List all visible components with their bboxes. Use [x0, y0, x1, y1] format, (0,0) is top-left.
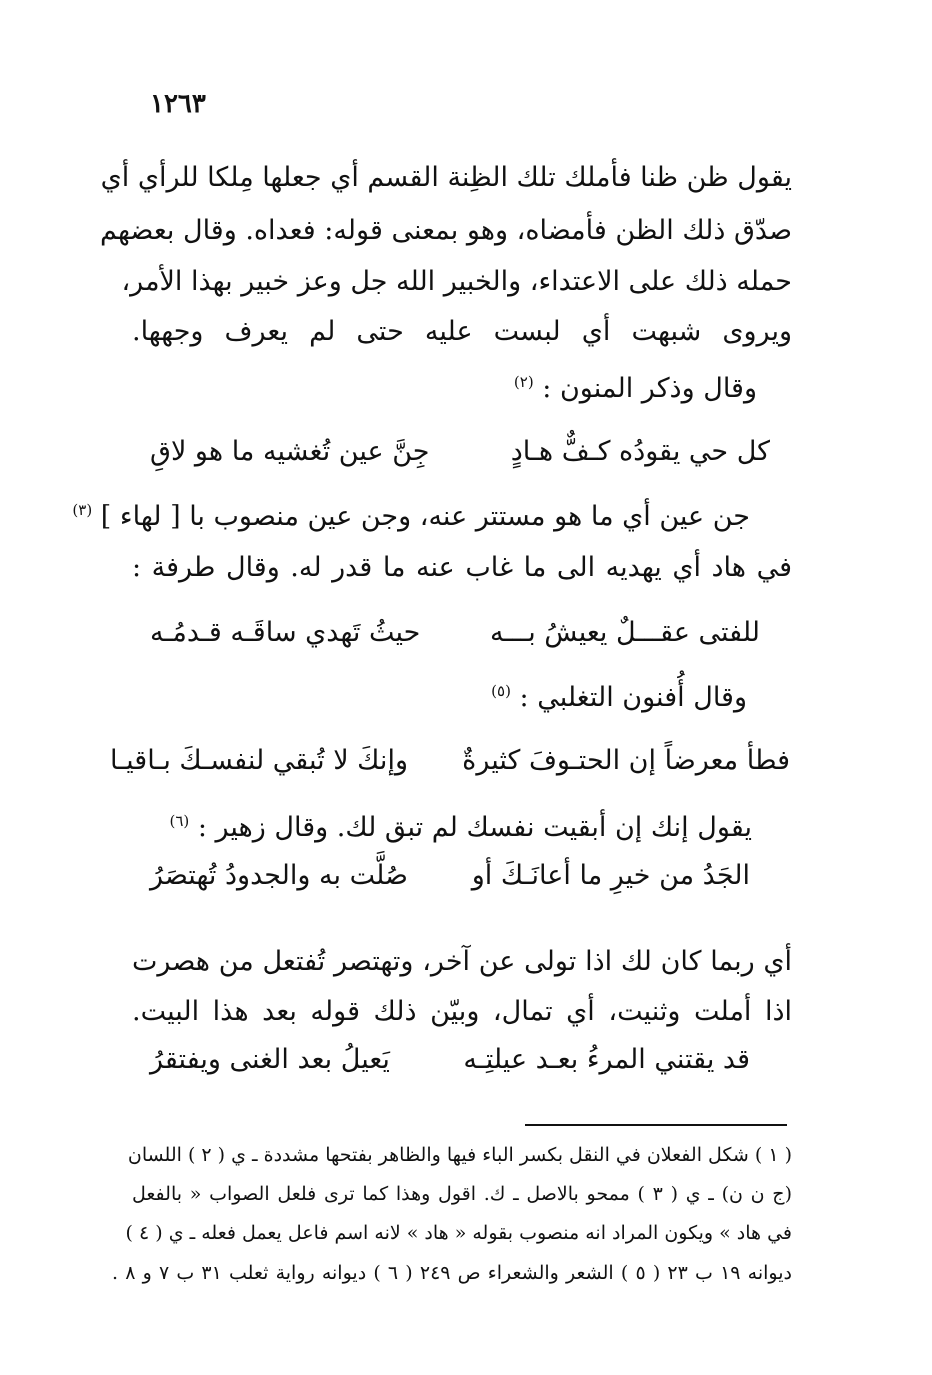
paragraph-1-line-4-text: ويروى شبهت أي لبست عليه حتى لم يعرف وجهها. [132, 316, 792, 347]
footnote-divider [525, 1124, 787, 1126]
paragraph-2-line-2 [132, 548, 792, 588]
verse-1 [150, 432, 770, 472]
verse-2-second-hemistich: حيثُ تَهدي ساقَـه قـدمُـه [150, 617, 421, 648]
verse-1-first-hemistich: كل حي يقودُه كـفٌّ هـادٍ [510, 436, 770, 467]
footnote-line-3: في هاد » ويكون المراد انه منصوب بقوله « هاد » لانه اسم فاعل يعمل فعله ـ ي ( ٤ ) [125, 1222, 792, 1244]
verse-1-intro-text: وقال وذكر المنون : [542, 373, 757, 404]
footnote-mark-5: (٥) [491, 682, 511, 700]
paragraph-2-line-2-text: في هاد أي يهديه الى ما غاب عنه ما قدر له. وقال طرفة : [132, 552, 792, 583]
verse-3 [110, 741, 790, 781]
paragraph-1-line-1: يقول ظن ظنا فأملك تلك الظِنة القسم أي جعلها مِلكا للرأي أي [100, 162, 792, 193]
verse-3-intro [347, 678, 747, 718]
verse-1-intro [357, 369, 757, 409]
paragraph-1-line-4 [132, 312, 792, 352]
verse-4-second-hemistich: صُلَّت به والجدودُ تُهتصَرُ [150, 860, 408, 891]
paragraph-3-text: يقول إنك إن أبقيت نفسك لم تبق لك. وقال زهير : [197, 812, 752, 843]
verse-5-first-hemistich: قد يقتني المرءُ بعـد عيلتِـه [463, 1044, 750, 1075]
footnote-mark-6: (٦) [169, 812, 190, 830]
page-number: ١٢٦٣ [150, 89, 206, 119]
footnote-mark-2: (٢) [513, 373, 534, 391]
verse-3-second-hemistich: وإنكَ لا تُبقي لنفسـكَ بـاقيـا [110, 745, 408, 776]
paragraph-4-line-1: أي ربما كان لك اذا تولى عن آخر، وتهتصر تُفتعل من هصرت [132, 946, 792, 977]
footnote-mark-3: (٣) [72, 501, 93, 519]
paragraph-2-line-1 [72, 497, 750, 537]
verse-5-second-hemistich: يَعيلُ بعد الغنى ويفتقرُ [150, 1044, 390, 1075]
verse-5 [150, 1040, 750, 1080]
paragraph-1-line-2: صدّق ذلك الظن فأمضاه، وهو بمعنى قوله: فعداه. وقال بعضهم [100, 215, 792, 246]
paragraph-2-line-1-text: جن عين أي ما هو مستتر عنه، وجن عين منصوب با [ لهاء ] [100, 501, 750, 532]
verse-4-first-hemistich: الجَدُ من خيرِ ما أعانَـكَ أو [471, 860, 750, 891]
paragraph-4-line-2: اذا أملت وثنيت، أي تمال، وبيّن ذلك قوله بعد هذا البيت. [132, 996, 792, 1027]
verse-3-first-hemistich: فطأ معرضاً إن الحتـوفَ كثيرةٌ [462, 745, 790, 776]
paragraph-3 [132, 808, 752, 848]
paragraph-1-line-3: حمله ذلك على الاعتداء، والخبير الله جل وعز خبير بهذا الأمر، [121, 266, 792, 297]
verse-2 [150, 613, 760, 653]
footnote-line-1: ( ١ ) شكل الفعلان في النقل بكسر الباء فيها والظاهر بفتحها مشددة ـ ي ( ٢ ) اللسان [127, 1144, 792, 1166]
verse-3-intro-text: وقال أُفنون التغلبي : [519, 682, 747, 713]
footnote-line-2: (ج ن ن) ـ ي ( ٣ ) ممحو بالاصل ـ ك. اقول وهذا كما ترى فلعل الصواب « بالفعل [132, 1183, 792, 1205]
footnote-line-4: ديوانه ١٩ ب ٢٣ ( ٥ ) الشعر والشعراء ص ٢٤٩ ( ٦ ) ديوانه رواية ثعلب ٣١ ب ٧ و ٨ . [112, 1262, 792, 1284]
verse-2-first-hemistich: للفتى عقـــلٌ يعيشُ بـــه [490, 617, 760, 648]
verse-4 [150, 856, 750, 896]
verse-1-second-hemistich: جِنَّ عين تُغشيه ما هو لاقِ [150, 436, 430, 467]
